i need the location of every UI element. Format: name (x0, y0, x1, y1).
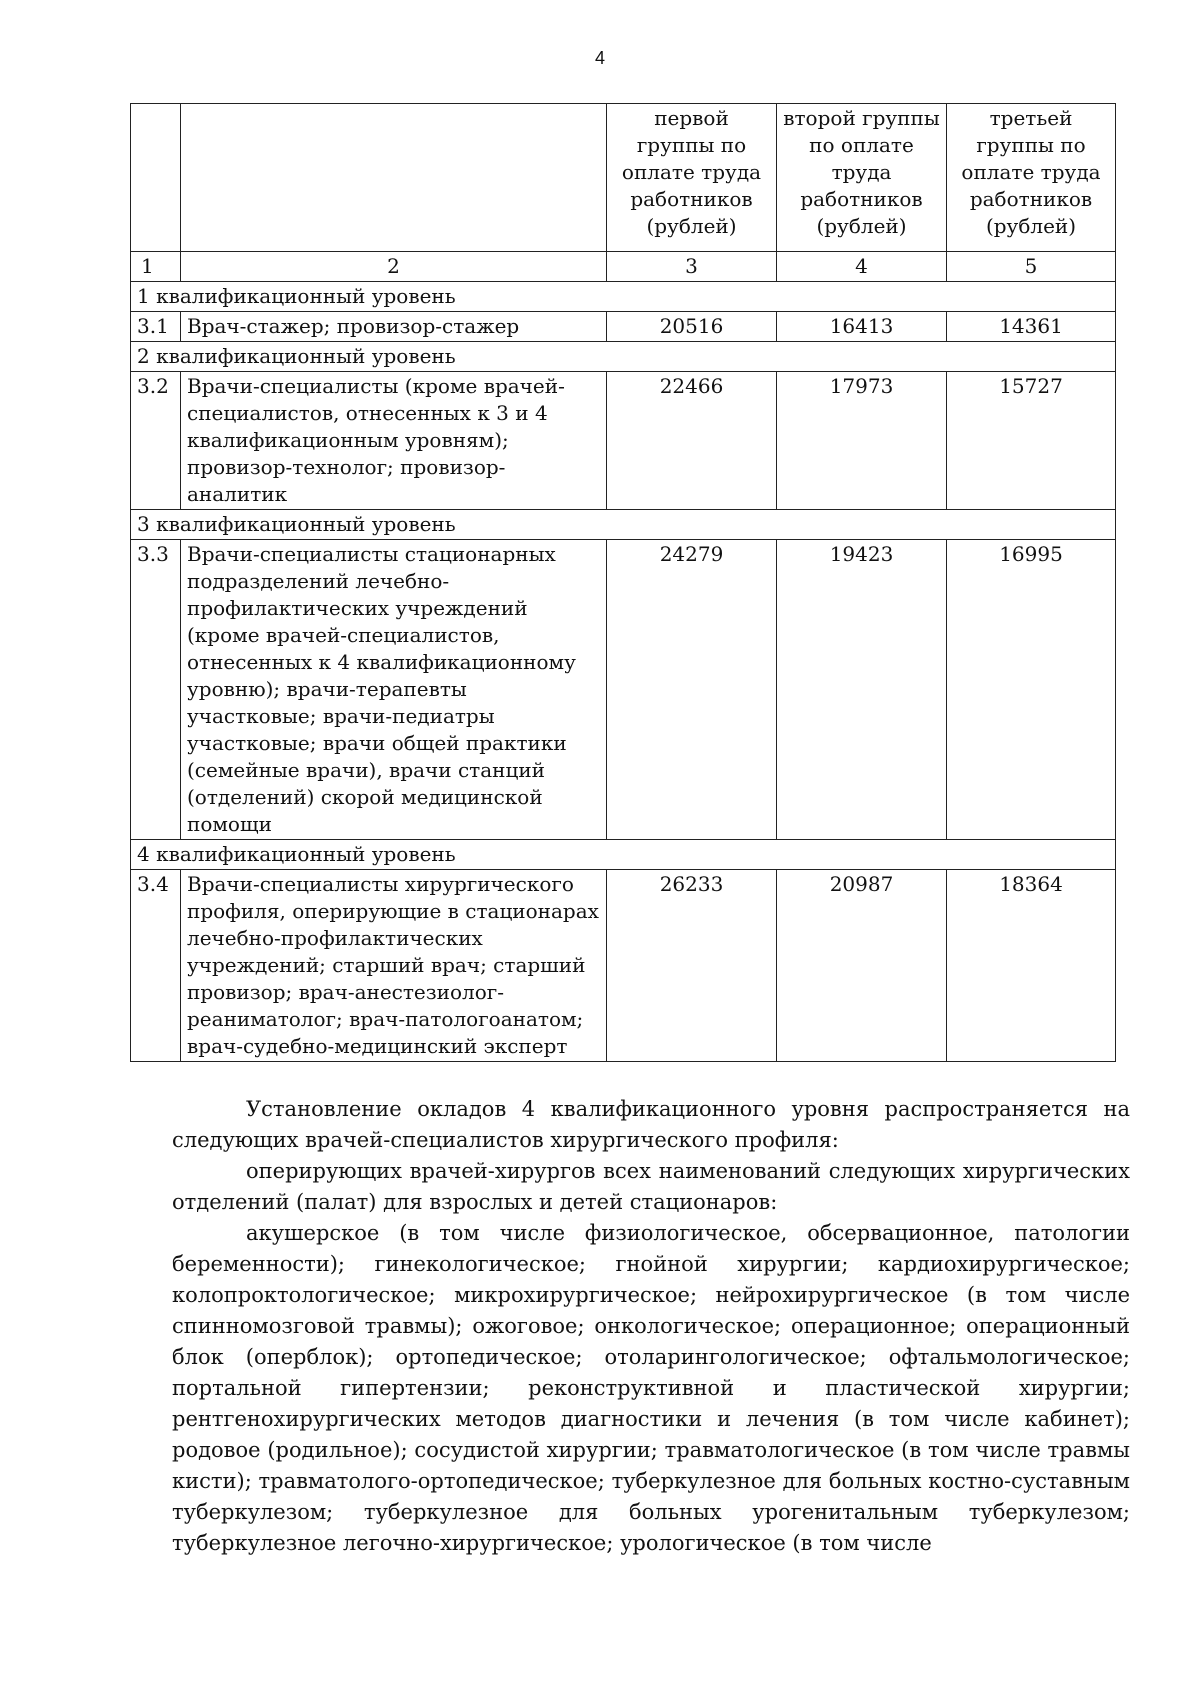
qualification-level: 3 квалификационный уровень (131, 510, 1116, 540)
header-cell-empty (131, 104, 181, 252)
page-number: 4 (594, 48, 605, 68)
row-description: Врач-стажер; провизор-стажер (181, 312, 607, 342)
salary-group-2: 17973 (777, 372, 947, 510)
level-row (131, 282, 1116, 312)
salary-group-1: 22466 (607, 372, 777, 510)
salary-group-2: 19423 (777, 540, 947, 840)
header-group-2: второй группы по оплате труда работников (рублей) (777, 104, 947, 252)
qualification-level: 2 квалификационный уровень (131, 342, 1116, 372)
row-code: 3.2 (131, 372, 181, 510)
column-number: 2 (181, 252, 607, 282)
row-description: Врачи-специалисты хирургического профиля, оперирующие в стационарах лечебно-профилактических учреждений; старший врач; старший провизор; врач-анестезиолог-реаниматолог; врач-патологоанатом; врач-судебно-медицинский эксперт (181, 870, 607, 1062)
paragraph: акушерское (в том числе физиологическое, обсервационное, патологии беременности); гинекологическое; гнойной хирургии; кардиохирургическое; колопроктологическое; микрохирургическое; нейрохирургическое (в том числе спинномозговой травмы); ожоговое; онкологическое; операционное; операционный блок (оперблок); ортопедическое; отоларингологическое; офтальмологическое; портальной гипертензии; реконструктивной и пластической хирургии; рентгенохирургических методов диагностики и лечения (в том числе кабинет); родовое (родильное); сосудистой хирургии; травматологическое (в том числе травмы кисти); травматолого-ортопедическое; туберкулезное для больных костно-суставным туберкулезом; туберкулезное для больных урогенитальным туберкулезом; туберкулезное легочно-хирургическое; урологическое (в том числе (172, 1221, 1130, 1555)
salary-group-3: 16995 (947, 540, 1116, 840)
table-row (131, 540, 1116, 840)
level-row (131, 840, 1116, 870)
header-group-3: третьей группы по оплате труда работников (рублей) (947, 104, 1116, 252)
salary-group-3: 14361 (947, 312, 1116, 342)
column-numbering-row (131, 252, 1116, 282)
row-code: 3.1 (131, 312, 181, 342)
column-number: 3 (607, 252, 777, 282)
salary-table (130, 103, 1116, 1062)
row-description: Врачи-специалисты стационарных подразделений лечебно-профилактических учреждений (кроме врачей-специалистов, отнесенных к 4 квалификационному уровню); врачи-терапевты участковые; врачи-педиатры участковые; врачи общей практики (семейные врачи), врачи станций (отделений) скорой медицинской помощи (181, 540, 607, 840)
table-row (131, 372, 1116, 510)
salary-group-2: 20987 (777, 870, 947, 1062)
header-cell-empty (181, 104, 607, 252)
salary-group-1: 20516 (607, 312, 777, 342)
salary-group-1: 24279 (607, 540, 777, 840)
row-description: Врачи-специалисты (кроме врачей-специалистов, отнесенных к 3 и 4 квалификационным уровням); провизор-технолог; провизор-аналитик (181, 372, 607, 510)
salary-group-3: 18364 (947, 870, 1116, 1062)
level-row (131, 342, 1116, 372)
row-code: 3.3 (131, 540, 181, 840)
column-number: 4 (777, 252, 947, 282)
salary-group-1: 26233 (607, 870, 777, 1062)
salary-group-3: 15727 (947, 372, 1116, 510)
paragraph: оперирующих врачей-хирургов всех наименований следующих хирургических отделений (палат) для взрослых и детей стационаров: (172, 1159, 1130, 1214)
column-number: 5 (947, 252, 1116, 282)
body-text (172, 1094, 1130, 1559)
table-row (131, 870, 1116, 1062)
column-number: 1 (131, 252, 181, 282)
row-code: 3.4 (131, 870, 181, 1062)
salary-group-2: 16413 (777, 312, 947, 342)
table-header-row (131, 104, 1116, 252)
qualification-level: 4 квалификационный уровень (131, 840, 1116, 870)
paragraph: Установление окладов 4 квалификационного уровня распространяется на следующих врачей-специалистов хирургического профиля: (172, 1097, 1130, 1152)
qualification-level: 1 квалификационный уровень (131, 282, 1116, 312)
table-row (131, 312, 1116, 342)
header-group-1: первой группы по оплате труда работников (рублей) (607, 104, 777, 252)
level-row (131, 510, 1116, 540)
